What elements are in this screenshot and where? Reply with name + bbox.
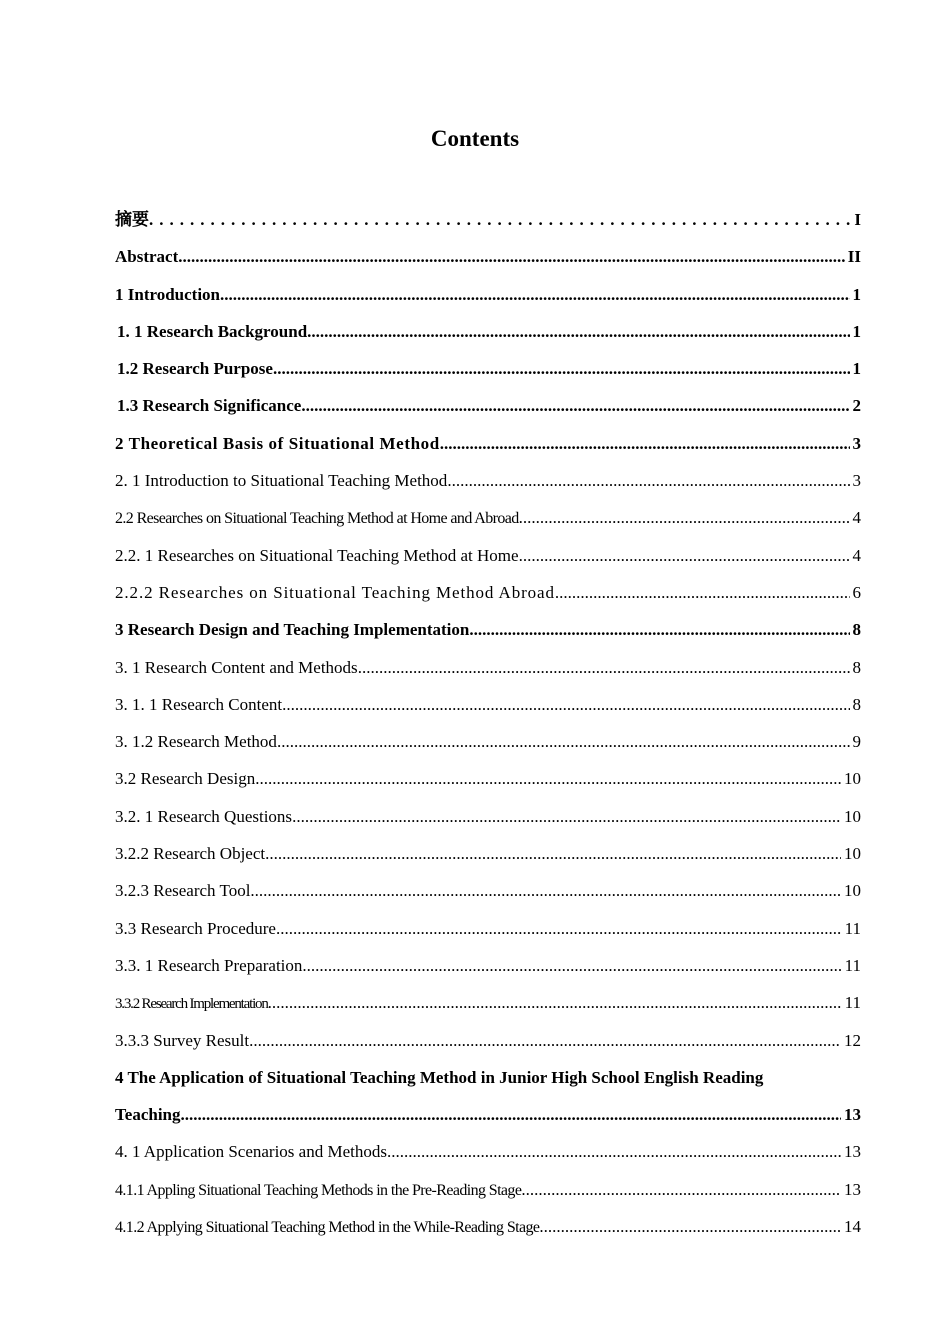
toc-entry-4-1[interactable] xyxy=(115,1133,861,1170)
toc-entry-label: Abstract xyxy=(115,247,179,267)
toc-entry-3-2-1[interactable] xyxy=(115,798,861,835)
dot-leader xyxy=(265,835,841,872)
toc-entry-1-3[interactable] xyxy=(115,387,861,424)
toc-entry-label: 4.1.1 Appling Situational Teaching Methods in the Pre-Reading Stage xyxy=(115,1181,522,1199)
dot-leader xyxy=(149,201,851,238)
toc-entry-label: 4. 1 Application Scenarios and Methods xyxy=(115,1142,387,1162)
toc-entry-page: 1 xyxy=(852,321,861,341)
toc-entry-4-1-2[interactable] xyxy=(115,1208,861,1245)
toc-entry-3-3-3[interactable] xyxy=(115,1022,861,1059)
toc-entry-chapter-4[interactable] xyxy=(115,1059,861,1134)
dot-leader xyxy=(249,1022,841,1059)
table-of-contents xyxy=(115,201,861,1245)
toc-entry-page: II xyxy=(847,247,861,267)
toc-entry-page: 11 xyxy=(844,993,861,1013)
toc-entry-label: 2 Theoretical Basis of Situational Method xyxy=(115,433,440,453)
toc-entry-page: 13 xyxy=(844,1142,861,1162)
dot-leader xyxy=(273,350,850,387)
toc-entry-label: 3. 1.2 Research Method xyxy=(115,732,277,752)
toc-entry-1-2[interactable] xyxy=(115,350,861,387)
toc-entry-page: 8 xyxy=(852,620,861,640)
toc-entry-2-1[interactable] xyxy=(115,462,861,499)
dot-leader xyxy=(307,313,849,350)
toc-entry-label: 1. 1 Research Background xyxy=(117,321,308,341)
toc-entry-4-1-1[interactable] xyxy=(115,1171,861,1208)
toc-entry-page: 13 xyxy=(844,1179,861,1199)
dot-leader xyxy=(268,984,842,1021)
toc-entry-page: 10 xyxy=(844,844,861,864)
toc-entry-page: 4 xyxy=(852,508,861,528)
toc-entry-3-1[interactable] xyxy=(115,649,861,686)
dot-leader xyxy=(250,872,841,909)
dot-leader xyxy=(387,1133,841,1170)
toc-entry-page: 6 xyxy=(852,582,861,602)
page-title: Contents xyxy=(430,126,520,151)
toc-entry-label: 2.2. 1 Researches on Situational Teaching Method at Home xyxy=(115,545,519,565)
toc-entry-page: 8 xyxy=(852,657,861,677)
toc-entry-page: 9 xyxy=(852,732,861,752)
toc-entry-page: 3 xyxy=(852,471,861,491)
toc-entry-page: 14 xyxy=(844,1217,861,1237)
toc-entry-label: Teaching xyxy=(115,1105,181,1125)
toc-entry-label: 3.2.3 Research Tool xyxy=(115,881,251,901)
dot-leader xyxy=(181,1096,841,1133)
toc-entry-label: 3 Research Design and Teaching Implementation xyxy=(115,620,470,640)
toc-entry-label: 2. 1 Introduction to Situational Teaching Method xyxy=(115,471,448,491)
toc-entry-page: 2 xyxy=(852,396,861,416)
dot-leader xyxy=(277,723,850,760)
toc-entry-label: 3.3. 1 Research Preparation xyxy=(115,955,303,975)
toc-entry-page: 10 xyxy=(844,881,861,901)
toc-entry-label: 3. 1 Research Content and Methods xyxy=(115,657,358,677)
toc-entry-label: 3.2.2 Research Object xyxy=(115,844,266,864)
toc-entry-3-1-1[interactable] xyxy=(115,686,861,723)
toc-entry-2-2-2[interactable] xyxy=(115,574,861,611)
toc-entry-page: 8 xyxy=(852,694,861,714)
dot-leader xyxy=(447,462,849,499)
toc-entry-abstract[interactable] xyxy=(115,238,861,275)
toc-entry-label: 3.2 Research Design xyxy=(115,769,256,789)
dot-leader xyxy=(282,686,849,723)
toc-entry-label: 4.1.2 Applying Situational Teaching Method in the While-Reading Stage xyxy=(115,1219,540,1237)
toc-entry-label: 2.2 Researches on Situational Teaching Method at Home and Abroad xyxy=(115,510,519,528)
toc-entry-chapter-2[interactable] xyxy=(115,425,861,462)
toc-entry-label: 3.3 Research Procedure xyxy=(115,918,276,938)
toc-entry-page: 11 xyxy=(844,918,861,938)
toc-entry-page: 1 xyxy=(852,284,861,304)
toc-entry-page: 10 xyxy=(844,769,861,789)
toc-entry-page: 3 xyxy=(852,433,861,453)
toc-entry-chapter-1[interactable] xyxy=(115,276,861,313)
toc-entry-label: 3.3.3 Survey Result xyxy=(115,1030,250,1050)
toc-entry-label: 1.2 Research Purpose xyxy=(117,359,273,379)
toc-entry-3-2-2[interactable] xyxy=(115,835,861,872)
toc-entry-label: 1 Introduction xyxy=(115,284,221,304)
dot-leader xyxy=(220,276,849,313)
toc-entry-2-2-1[interactable] xyxy=(115,537,861,574)
toc-entry-label: 1.3 Research Significance xyxy=(117,396,302,416)
toc-entry-3-2-3[interactable] xyxy=(115,872,861,909)
dot-leader xyxy=(276,910,842,947)
dot-leader xyxy=(521,1171,841,1208)
toc-entry-1-1[interactable] xyxy=(115,313,861,350)
toc-entry-label: 3.3.2 Research Implementation xyxy=(115,996,268,1013)
toc-entry-page: I xyxy=(854,210,861,229)
toc-entry-3-3[interactable] xyxy=(115,910,861,947)
toc-entry-chapter-3[interactable] xyxy=(115,611,861,648)
toc-entry-3-2[interactable] xyxy=(115,760,861,797)
toc-entry-3-1-2[interactable] xyxy=(115,723,861,760)
toc-entry-label-line1: 4 The Application of Situational Teaching Method in Junior High School English Reading xyxy=(115,1067,764,1087)
toc-entry-page: 1 xyxy=(852,359,861,379)
toc-entry-abstract-chinese[interactable] xyxy=(115,201,861,238)
dot-leader xyxy=(358,649,850,686)
dot-leader xyxy=(301,387,849,424)
toc-entry-label: 2.2.2 Researches on Situational Teaching Method Abroad xyxy=(115,582,555,602)
dot-leader xyxy=(255,760,841,797)
dot-leader xyxy=(440,425,850,462)
toc-entry-page: 11 xyxy=(844,955,861,975)
toc-entry-page: 10 xyxy=(844,806,861,826)
dot-leader xyxy=(178,238,845,275)
dot-leader xyxy=(292,798,841,835)
dot-leader xyxy=(519,537,850,574)
toc-entry-label: 摘要 xyxy=(115,210,149,229)
toc-entry-label: 3. 1. 1 Research Content xyxy=(115,694,283,714)
toc-entry-3-3-2[interactable] xyxy=(115,984,861,1021)
dot-leader xyxy=(555,574,850,611)
dot-leader xyxy=(302,947,841,984)
toc-entry-page: 12 xyxy=(844,1030,861,1050)
dot-leader xyxy=(519,499,850,536)
toc-entry-page: 13 xyxy=(844,1105,861,1125)
toc-entry-label: 3.2. 1 Research Questions xyxy=(115,806,293,826)
toc-entry-page: 4 xyxy=(852,545,861,565)
toc-entry-3-3-1[interactable] xyxy=(115,947,861,984)
toc-entry-2-2[interactable] xyxy=(115,499,861,536)
dot-leader xyxy=(469,611,849,648)
dot-leader xyxy=(539,1208,841,1245)
